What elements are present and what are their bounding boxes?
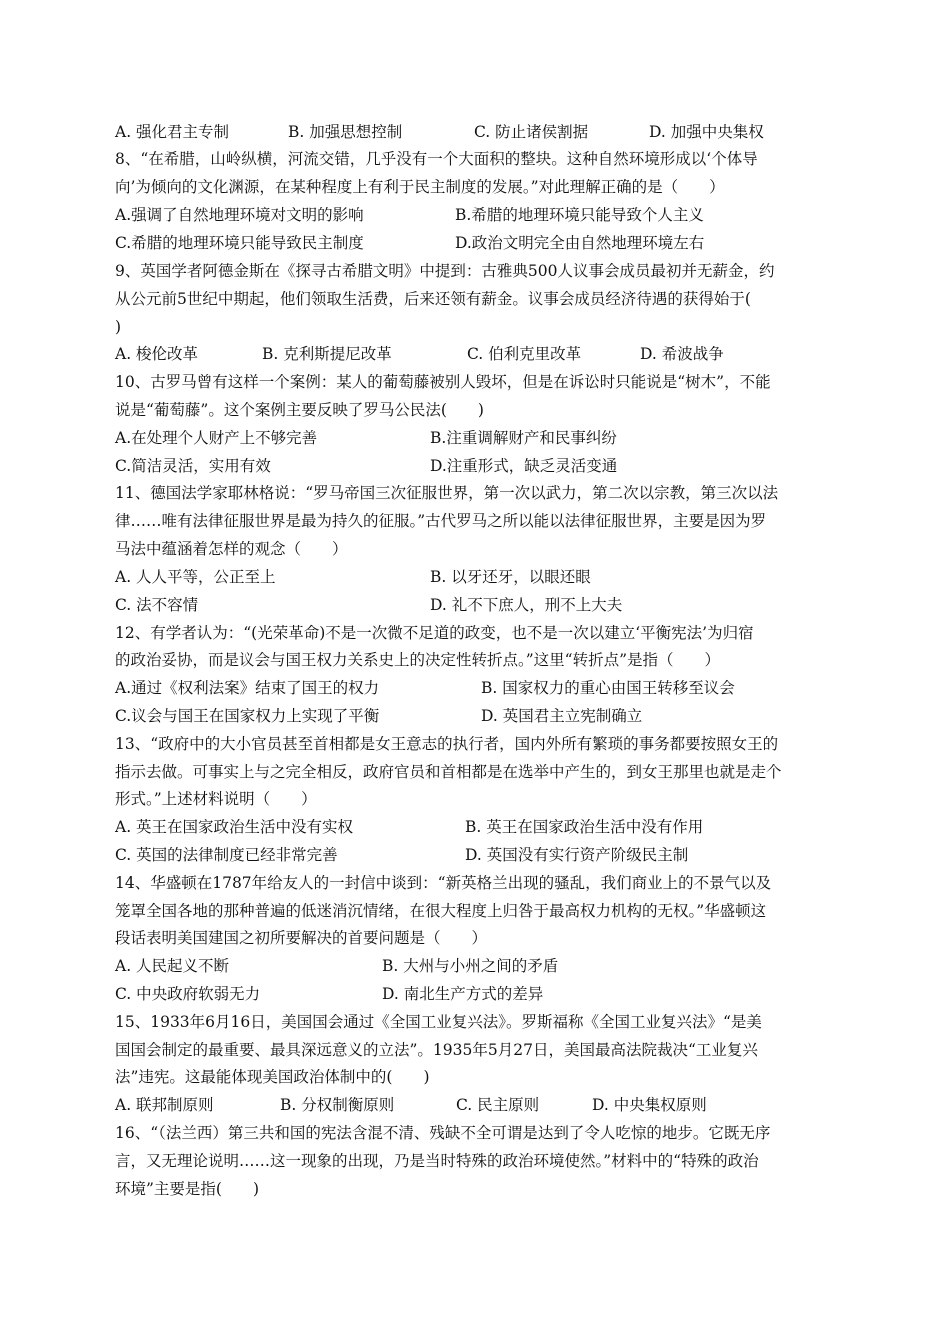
q14-option-b: B. 大州与小州之间的矛盾	[382, 957, 559, 975]
q12-stem-line-2: 的政治妥协，而是议会与国王权力关系史上的决定性转折点。”这里“转折点”是指（ ）	[115, 651, 721, 669]
q9-stem-line-2: 从公元前5世纪中期起，他们领取生活费，后来还领有薪金。议事会成员经济待遇的获得始于(	[115, 290, 751, 308]
q15-option-d: D. 中央集权原则	[592, 1096, 707, 1114]
q16-stem-line-1: 16、“（法兰西）第三共和国的宪法含混不清、残缺不全可谓是达到了令人吃惊的地步。它既无序	[115, 1124, 771, 1142]
q12-option-d: D. 英国君主立宪制确立	[481, 707, 643, 725]
q12-option-c: C.议会与国王在国家权力上实现了平衡	[115, 707, 380, 725]
q11-stem-line-1: 11、德国法学家耶林格说：“罗马帝国三次征服世界，第一次以武力，第二次以宗教，第三次以法	[115, 484, 779, 502]
q15-option-b: B. 分权制衡原则	[280, 1096, 395, 1114]
q10-option-b: B.注重调解财产和民事纠纷	[430, 429, 617, 447]
q9-option-d: D. 希波战争	[640, 345, 724, 363]
q8-option-a: A.强调了自然地理环境对文明的影响	[115, 206, 364, 224]
q13-stem-line-3: 形式。”上述材料说明（ ）	[115, 790, 317, 808]
q10-stem-line-1: 10、古罗马曾有这样一个案例：某人的葡萄藤被别人毁坏，但是在诉讼时只能说是“树木”，不能	[115, 373, 771, 391]
q15-stem-line-3: 法”违宪。这最能体现美国政治体制中的( )	[115, 1068, 430, 1086]
q7-option-c: C. 防止诸侯割据	[474, 123, 589, 141]
q11-option-a: A. 人人平等，公正至上	[115, 568, 276, 586]
q10-option-a: A.在处理个人财产上不够完善	[115, 429, 318, 447]
q9-stem-line-1: 9、英国学者阿德金斯在《探寻古希腊文明》中提到：古雅典500人议事会成员最初并无薪金，约	[115, 262, 775, 280]
q13-option-a: A. 英王在国家政治生活中没有实权	[115, 818, 354, 836]
q8-stem-line-2: 向’为倾向的文化渊源，在某种程度上有利于民主制度的发展。”对此理解正确的是（ ）	[115, 178, 725, 196]
q9-option-c: C. 伯利克里改革	[467, 345, 582, 363]
q8-option-d: D.政治文明完全由自然地理环境左右	[455, 234, 705, 252]
q14-stem-line-3: 段话表明美国建国之初所要解决的首要问题是（ ）	[115, 929, 488, 947]
q7-option-a: A. 强化君主专制	[115, 123, 230, 141]
q13-option-b: B. 英王在国家政治生活中没有作用	[465, 818, 704, 836]
q8-stem-line-1: 8、“在希腊，山岭纵横，河流交错，几乎没有一个大面积的整块。这种自然环境形成以‘个体导	[115, 150, 758, 168]
q15-option-a: A. 联邦制原则	[115, 1096, 214, 1114]
q14-option-c: C. 中央政府软弱无力	[115, 985, 261, 1003]
q7-option-d: D. 加强中央集权	[649, 123, 764, 141]
q16-stem-line-3: 环境”主要是指( )	[115, 1180, 260, 1198]
q15-stem-line-1: 15、1933年6月16日，美国国会通过《全国工业复兴法》。罗斯福称《全国工业复兴法》“是美	[115, 1013, 762, 1031]
q11-option-b: B. 以牙还牙，以眼还眼	[430, 568, 591, 586]
q7-option-b: B. 加强思想控制	[288, 123, 403, 141]
q14-option-a: A. 人民起义不断	[115, 957, 230, 975]
q14-stem-line-2: 笼罩全国各地的那种普遍的低迷消沉情绪，在很大程度上归咎于最高权力机构的无权。”华盛顿这	[115, 902, 767, 920]
q11-stem-line-2: 律……唯有法律征服世界是最为持久的征服。”古代罗马之所以能以法律征服世界，主要是因为罗	[115, 512, 767, 530]
q13-option-c: C. 英国的法律制度已经非常完善	[115, 846, 338, 864]
q15-option-c: C. 民主原则	[456, 1096, 540, 1114]
q10-option-d: D.注重形式，缺乏灵活变通	[430, 457, 618, 475]
q9-stem-line-3: )	[115, 318, 122, 336]
q11-option-d: D. 礼不下庶人，刑不上大夫	[430, 596, 623, 614]
q9-option-a: A. 梭伦改革	[115, 345, 199, 363]
q14-stem-line-1: 14、华盛顿在1787年给友人的一封信中谈到：“新英格兰出现的骚乱，我们商业上的不景气以及	[115, 874, 772, 892]
q13-option-d: D. 英国没有实行资产阶级民主制	[465, 846, 689, 864]
q11-stem-line-3: 马法中蕴涵着怎样的观念（ ）	[115, 540, 348, 558]
q12-stem-line-1: 12、有学者认为：“(光荣革命)不是一次微不足道的政变，也不是一次以建立‘平衡宪法’为归宿	[115, 624, 754, 642]
q10-stem-line-2: 说是“葡萄藤”。这个案例主要反映了罗马公民法( )	[115, 401, 484, 419]
q8-option-c: C.希腊的地理环境只能导致民主制度	[115, 234, 364, 252]
q14-option-d: D. 南北生产方式的差异	[382, 985, 544, 1003]
q12-option-a: A.通过《权利法案》结束了国王的权力	[115, 679, 380, 697]
q15-stem-line-2: 国国会制定的最重要、最具深远意义的立法”。1935年5月27日，美国最高法院裁决“工业复兴	[115, 1041, 758, 1059]
q9-option-b: B. 克利斯提尼改革	[262, 345, 392, 363]
q11-option-c: C. 法不容情	[115, 596, 199, 614]
q10-option-c: C.简洁灵活，实用有效	[115, 457, 271, 475]
q8-option-b: B.希腊的地理环境只能导致个人主义	[455, 206, 704, 224]
q13-stem-line-2: 指示去做。可事实上与之完全相反，政府官员和首相都是在选举中产生的，到女王那里也就是走个	[115, 763, 782, 781]
q13-stem-line-1: 13、“政府中的大小官员甚至首相都是女王意志的执行者，国内外所有繁琐的事务都要按照女王的	[115, 735, 779, 753]
q16-stem-line-2: 言，又无理论说明……这一现象的出现，乃是当时特殊的政治环境使然。”材料中的“特殊的政治	[115, 1152, 759, 1170]
q12-option-b: B. 国家权力的重心由国王转移至议会	[481, 679, 735, 697]
